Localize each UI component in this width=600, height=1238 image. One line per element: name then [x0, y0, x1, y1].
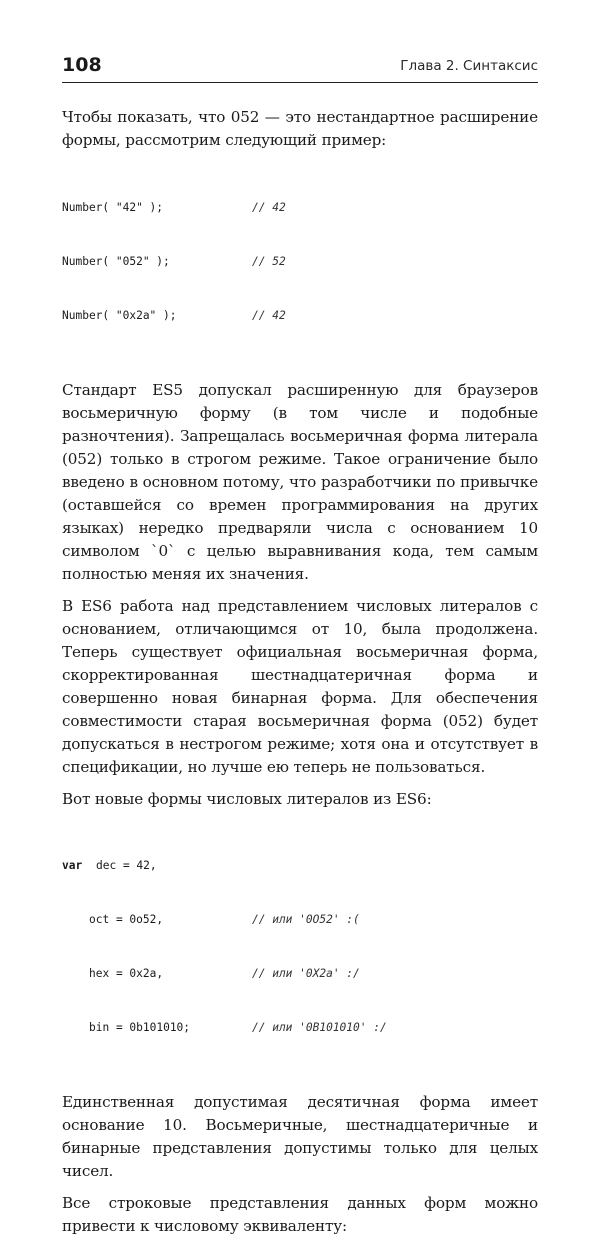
- code-comment: // 52: [252, 255, 286, 268]
- code-line: [62, 307, 538, 325]
- code-line: [62, 1019, 538, 1037]
- code-line: [62, 911, 538, 929]
- page-body: [62, 106, 538, 1238]
- code-comment: // 42: [252, 309, 286, 322]
- chapter-title: Глава 2. Синтаксис: [400, 58, 538, 74]
- paragraph-decimal: Единственная допустимая десятичная форма имеет основание 10. Восьмеричные, шестнадцатеричные и бинарные представления допустимы только для целых чисел.: [62, 1093, 538, 1180]
- code-block-literals: [62, 821, 538, 1073]
- code-text: Number( "052" );: [62, 255, 170, 268]
- code-comment: // или '0O52' :(: [252, 913, 360, 926]
- code-comment: // или '0X2a' :/: [252, 967, 360, 980]
- code-comment: // 42: [252, 201, 286, 214]
- page-header: [62, 52, 538, 83]
- code-block-number: [62, 163, 538, 361]
- paragraph-es6: В ES6 работа над представлением числовых литералов с основанием, отличающимся от 10, была продолжена. Теперь существует официальная восьмеричная форма, скорректированная шестнадцатеричная форма и совершенно новая бинарная форма. Для обеспечения совместимости старая восьмеричная форма (052) будет допускаться в нестрогом режиме; хотя она и отсутствует в спецификации, но лучше ею теперь не пользоваться.: [62, 597, 538, 776]
- code-text: dec = 42,: [96, 859, 157, 872]
- code-comment: // или '0B101010' :/: [252, 1021, 387, 1034]
- code-text: Number( "0x2a" );: [62, 309, 177, 322]
- code-text: bin = 0b101010;: [89, 1021, 191, 1034]
- code-text: hex = 0x2a,: [89, 967, 164, 980]
- paragraph-intro: Чтобы показать, что 052 — это нестандартное расширение формы, рассмотрим следующий пример:: [62, 108, 538, 149]
- paragraph-es5: Стандарт ES5 допускал расширенную для браузеров восьмеричную форму (в том числе и подобные разночтения). Запрещалась восьмеричная форма литерала (052) только в строгом режиме. Такое ограничение было введено в основном потому, что разработчики по привычке (оставшейся со времен программирования на других языках) нередко предваряли числа с основанием 10 символом `0` с целью выравнивания кода, тем самым полностью меняя их значения.: [62, 381, 538, 583]
- paragraph-new-forms: Вот новые формы числовых литералов из ES6:: [62, 790, 432, 808]
- code-keyword: var: [62, 859, 83, 872]
- code-line: [62, 253, 538, 271]
- page-number: 108: [62, 54, 102, 76]
- code-text: Number( "42" );: [62, 201, 164, 214]
- code-line: [62, 199, 538, 217]
- paragraph-string-forms: Все строковые представления данных форм можно привести к числовому эквиваленту:: [62, 1194, 538, 1235]
- code-text: oct = 0o52,: [89, 913, 164, 926]
- code-line: [62, 857, 538, 875]
- code-line: [62, 965, 538, 983]
